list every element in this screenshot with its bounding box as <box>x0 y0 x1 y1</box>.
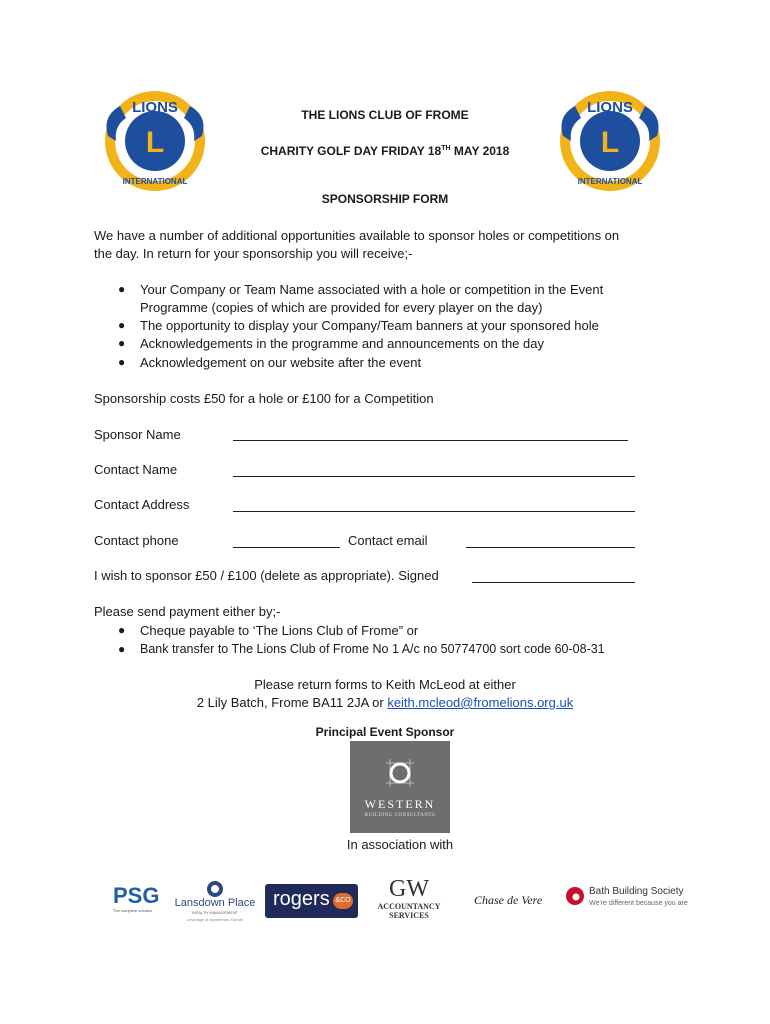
bullet-icon: ● <box>118 355 126 369</box>
lions-logo-left <box>100 86 210 196</box>
payment-method: Bank transfer to The Lions Club of Frome No 1 A/c no 50774700 sort code 60-08-31 <box>140 642 605 656</box>
contact-address-label: Contact Address <box>94 497 190 512</box>
contact-email-label: Contact email <box>348 533 428 548</box>
lions-logo-letter: L <box>145 126 165 159</box>
chase-de-vere-name: Chase de Vere <box>474 893 543 907</box>
intro-line-2: the day. In return for your sponsorship you will receive;- <box>94 246 413 261</box>
lansdown-logo <box>172 880 258 924</box>
lions-logo-top-text: LIONS <box>132 99 178 116</box>
benefit-item: Acknowledgements in the programme and announcements on the day <box>140 336 544 351</box>
bullet-icon: ● <box>118 642 126 656</box>
rogers-logo <box>265 884 358 918</box>
return-address-line <box>150 695 620 710</box>
event-title-suffix: MAY 2018 <box>450 144 510 158</box>
contact-name-field[interactable] <box>233 476 635 477</box>
lansdown-subtitle: WEALTH MANAGEMENT <box>191 910 239 915</box>
gw-line-2: SERVICES <box>389 911 429 920</box>
club-title: THE LIONS CLUB OF FROME <box>301 108 469 122</box>
bullet-icon: ● <box>118 282 126 296</box>
bullet-icon: ● <box>118 336 126 350</box>
association-text: In association with <box>346 837 454 852</box>
bath-emblem-icon <box>565 886 585 906</box>
gw-line-1: ACCOUNTANCY <box>377 902 441 911</box>
contact-phone-label: Contact phone <box>94 533 179 548</box>
event-title-prefix: CHARITY GOLF DAY FRIDAY 18 <box>260 144 442 158</box>
lions-logo-letter: L <box>600 126 620 159</box>
lions-logo-top-text: LIONS <box>587 99 633 116</box>
western-name: WESTERN <box>364 797 436 811</box>
bath-tagline: We're different because you are <box>589 900 688 907</box>
signature-field[interactable] <box>472 582 635 583</box>
lions-logo-bottom-text: INTERNATIONAL <box>122 177 188 186</box>
return-instructions: Please return forms to Keith McLeod at either <box>254 677 516 692</box>
psg-tagline: The complete solution <box>113 908 153 913</box>
western-tagline: BUILDING CONSULTANTS <box>364 813 436 818</box>
contact-email-field[interactable] <box>466 547 635 548</box>
sponsor-name-label: Sponsor Name <box>94 427 181 442</box>
rogers-co-badge: &CO <box>333 893 353 909</box>
benefit-item-continued: Programme (copies of which are provided for every player on the day) <box>140 300 543 315</box>
benefit-item: Your Company or Team Name associated with a hole or competition in the Event <box>140 282 604 297</box>
contact-name-label: Contact Name <box>94 462 178 477</box>
sponsorship-costs: Sponsorship costs £50 for a hole or £100 for a Competition <box>94 391 434 406</box>
sponsor-name-field[interactable] <box>233 440 628 441</box>
lansdown-name: Lansdown Place <box>174 897 256 909</box>
psg-logo <box>113 884 163 918</box>
payment-method: Cheque payable to ‘The Lions Club of Frome” or <box>140 623 419 638</box>
lions-logo-bottom-text: INTERNATIONAL <box>577 177 643 186</box>
gw-monogram: GW <box>389 876 429 902</box>
payment-intro: Please send payment either by;- <box>94 604 281 619</box>
psg-logo-text: PSG <box>113 883 160 908</box>
form-title: SPONSORSHIP FORM <box>321 192 449 206</box>
lansdown-tagline: Leverage of experience. Dorset <box>187 917 243 922</box>
contact-address-field[interactable] <box>233 511 635 512</box>
lansdown-emblem-icon <box>206 880 224 898</box>
intro-line-1: We have a number of additional opportunities available to sponsor holes or competitions on <box>94 228 620 243</box>
signature-statement: I wish to sponsor £50 / £100 (delete as appropriate). Signed <box>94 568 439 583</box>
benefit-item: The opportunity to display your Company/Team banners at your sponsored hole <box>140 318 599 333</box>
event-title-sup: TH <box>441 145 451 152</box>
bath-building-society-logo <box>565 884 691 918</box>
contact-phone-field[interactable] <box>233 547 340 548</box>
lions-logo-right <box>555 86 665 196</box>
chase-de-vere-logo <box>474 893 544 911</box>
western-logo <box>350 741 450 833</box>
email-link[interactable]: keith.mcleod@fromelions.org.uk <box>387 695 574 710</box>
rogers-name: rogers <box>273 888 330 910</box>
gw-logo <box>368 876 450 928</box>
western-ring-icon <box>382 755 418 791</box>
bullet-icon: ● <box>118 623 126 637</box>
return-address: 2 Lily Batch, Frome BA11 2JA or <box>196 695 388 710</box>
principal-sponsor-heading: Principal Event Sponsor <box>315 725 455 739</box>
benefit-item: Acknowledgement on our website after the event <box>140 355 422 370</box>
bullet-icon: ● <box>118 318 126 332</box>
event-title <box>220 144 550 158</box>
bath-name: Bath Building Society <box>589 886 684 897</box>
